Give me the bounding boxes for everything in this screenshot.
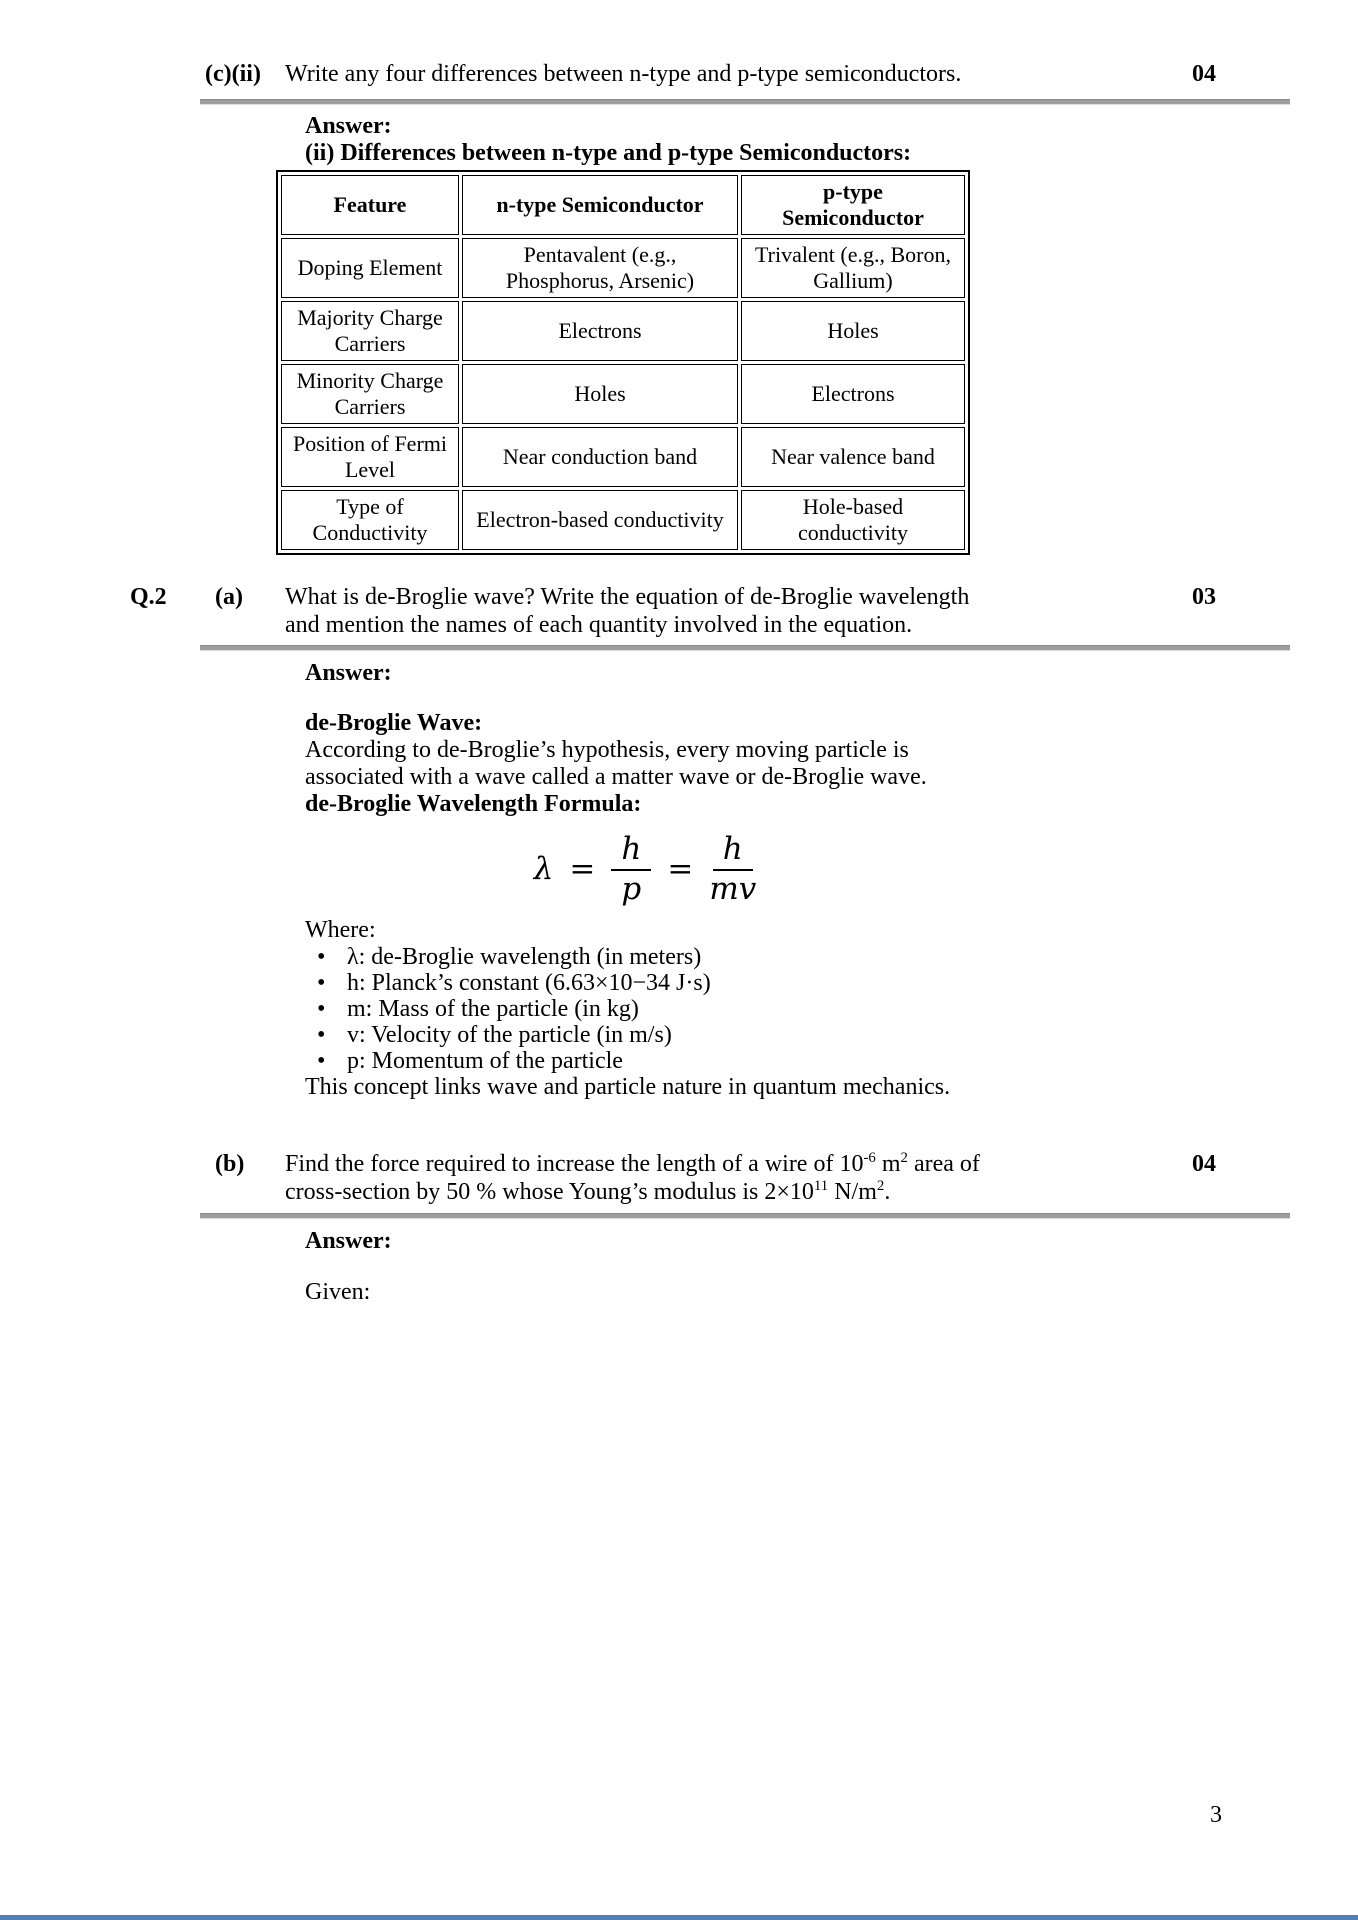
separator-rule-3 <box>200 1213 1290 1219</box>
table-header-ntype: n-type Semiconductor <box>462 175 738 235</box>
quantity-bullet-list <box>305 944 950 1074</box>
formula-numerator-h2: h <box>713 832 753 871</box>
question-q2a-label: (a) <box>215 584 243 610</box>
table-row <box>281 490 965 550</box>
closing-statement: This concept links wave and particle nature in quantum mechanics. <box>305 1074 951 1101</box>
spacer <box>305 1255 392 1279</box>
bullet-icon: • <box>317 970 326 997</box>
where-label: Where: <box>305 917 376 944</box>
table-cell: Near conduction band <box>462 427 738 487</box>
formula-fraction-hmv <box>709 832 756 907</box>
answer-q2a-label: Answer: <box>305 660 392 686</box>
table-cell: Holes <box>462 364 738 424</box>
table-cell: Trivalent (e.g., Boron, Gallium) <box>741 238 965 298</box>
spacer <box>305 687 950 710</box>
answer-c-ii-title: (ii) Differences between n-type and p-type Semiconductors: <box>305 140 912 166</box>
separator-rule-2 <box>200 645 1290 651</box>
table-header-feature: Feature <box>281 175 459 235</box>
formula-denominator-p: p <box>621 870 642 907</box>
question-q2a-text-line1: What is de-Broglie wave? Write the equation of de-Broglie wavelength <box>285 584 970 610</box>
bullet-icon: • <box>317 1048 326 1075</box>
bullet-icon: • <box>317 1022 326 1049</box>
table-cell: Type of Conductivity <box>281 490 459 550</box>
question-q2b-text-line1: Find the force required to increase the length of a wire of $10^{-6}$ $m^2$ area of <box>285 1150 980 1177</box>
bullet-icon: • <box>317 996 326 1023</box>
answer-q2b-label: Answer: <box>305 1228 392 1254</box>
answer-q2a-block <box>305 660 950 1101</box>
bullet-text: λ: de-Broglie wavelength (in meters) <box>347 944 702 971</box>
given-label: Given: <box>305 1279 371 1305</box>
question-q2b-label: (b) <box>215 1151 245 1177</box>
question-q2-number: Q.2 <box>130 584 167 610</box>
bullet-text: v: Velocity of the particle (in m/s) <box>347 1022 672 1049</box>
list-item <box>317 970 950 996</box>
list-item <box>317 944 950 970</box>
formula-denominator-mv: mv <box>709 870 757 907</box>
table-cell: Doping Element <box>281 238 459 298</box>
list-item <box>317 1048 950 1074</box>
question-q2b-marks: 04 <box>1192 1151 1216 1177</box>
formula-heading: de-Broglie Wavelength Formula: <box>305 791 642 817</box>
question-c-ii-label: (c)(ii) <box>205 61 261 87</box>
de-broglie-wave-heading: de-Broglie Wave: <box>305 710 483 736</box>
answer-q2b-block <box>305 1228 392 1306</box>
question-q2b-text <box>285 1150 1170 1206</box>
question-c-ii-text: Write any four differences between n-type and p-type semiconductors. <box>285 61 962 87</box>
question-q2b-text-line2: cross-section by 50 % whose Young’s modulus is $2\times 10^{11}$ $N/m^2$. <box>285 1178 891 1205</box>
table-cell: Electron-based conductivity <box>462 490 738 550</box>
bullet-text: h: Planck’s constant (6.63×10−34 J·s) <box>347 970 711 997</box>
formula-equals-1: = <box>569 851 596 888</box>
table-cell: Electrons <box>462 301 738 361</box>
table-row <box>281 364 965 424</box>
bottom-blue-bar <box>0 1915 1358 1920</box>
answer-c-ii-block <box>305 113 911 167</box>
de-broglie-wave-line2: associated with a wave called a matter wave or de-Broglie wave. <box>305 764 927 790</box>
table-row <box>281 238 965 298</box>
formula-fraction-hp <box>611 832 651 907</box>
table-cell: Majority Charge Carriers <box>281 301 459 361</box>
separator-rule-1 <box>200 99 1290 105</box>
formula-numerator-h: h <box>611 832 651 871</box>
formula-equals-2: = <box>667 851 694 888</box>
de-broglie-wave-line1: According to de-Broglie’s hypothesis, every moving particle is <box>305 737 909 763</box>
page-number: 3 <box>1210 1802 1222 1828</box>
table-cell: Electrons <box>741 364 965 424</box>
table-cell: Hole-based conductivity <box>741 490 965 550</box>
question-q2a-text <box>285 583 1170 639</box>
list-item <box>317 1022 950 1048</box>
question-c-ii-marks: 04 <box>1192 61 1216 87</box>
table-header-ptype: p-type Semiconductor <box>741 175 965 235</box>
table-cell: Minority Charge Carriers <box>281 364 459 424</box>
formula-lambda: λ <box>533 851 554 888</box>
semiconductor-comparison-table <box>276 170 970 555</box>
table-cell: Holes <box>741 301 965 361</box>
de-broglie-formula <box>365 832 925 907</box>
table-cell: Pentavalent (e.g., Phosphorus, Arsenic) <box>462 238 738 298</box>
question-q2a-marks: 03 <box>1192 584 1216 610</box>
bullet-text: m: Mass of the particle (in kg) <box>347 996 639 1023</box>
bullet-text: p: Momentum of the particle <box>347 1048 623 1075</box>
bullet-icon: • <box>317 944 326 971</box>
table-cell: Near valence band <box>741 427 965 487</box>
table-row <box>281 301 965 361</box>
table-header-row <box>281 175 965 235</box>
question-q2a-text-line2: and mention the names of each quantity involved in the equation. <box>285 612 913 638</box>
answer-c-ii-label: Answer: <box>305 113 392 139</box>
table-cell: Position of Fermi Level <box>281 427 459 487</box>
table-row <box>281 427 965 487</box>
list-item <box>317 996 950 1022</box>
